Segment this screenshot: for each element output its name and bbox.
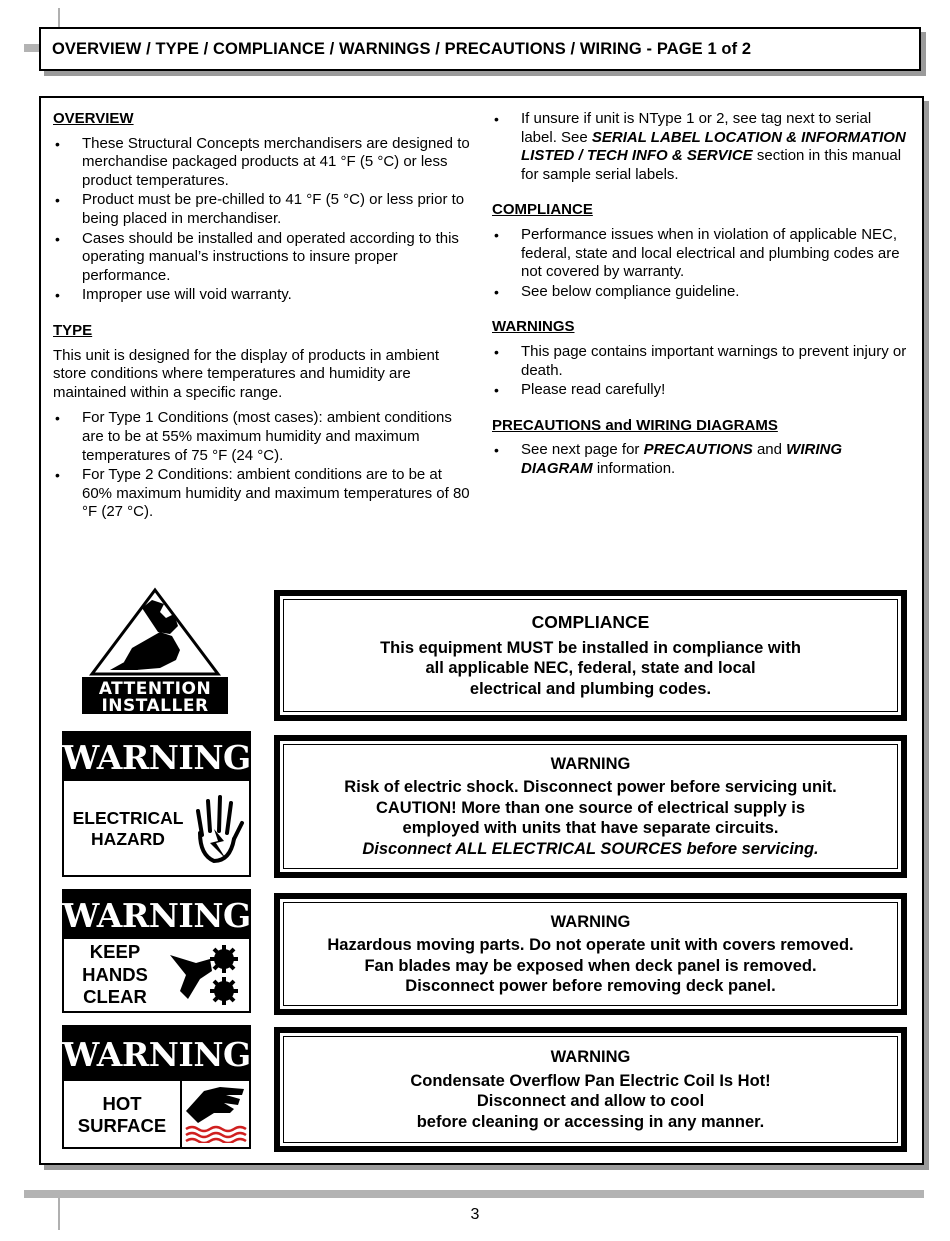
spacer xyxy=(492,185,910,201)
sign-divider xyxy=(180,1081,182,1147)
precautions-reference: PRECAUTIONS xyxy=(643,441,753,459)
hot-surface-warning-notice xyxy=(274,1027,907,1152)
compliance-list xyxy=(492,226,910,301)
right-column xyxy=(492,110,910,480)
clear-label: CLEAR xyxy=(83,986,147,1007)
notice-line: Fan blades may be exposed when deck panel is removed. xyxy=(364,956,817,975)
precautions-list xyxy=(492,441,910,478)
list-item: • Cases should be installed and operated according to this operating manual’s instructions to insure proper performance. xyxy=(53,230,473,286)
list-item: • These Structural Concepts merchandisers are designed to merchandise packaged products at 41 °F (5 °C) or less product temperatures. xyxy=(53,135,473,191)
notice-line-italic: Disconnect ALL ELECTRICAL SOURCES before servicing. xyxy=(362,839,819,858)
compliance-heading: COMPLIANCE xyxy=(492,201,593,219)
notice-line: employed with units that have separate circuits. xyxy=(402,819,779,838)
electrical-hazard-sign xyxy=(62,731,251,877)
keep-hands-clear-sign xyxy=(62,889,251,1013)
spacer xyxy=(492,302,910,318)
hot-surface-warning-title: WARNING xyxy=(550,1048,631,1066)
list-item: • Please read carefully! xyxy=(492,381,910,400)
page-top-rule xyxy=(24,44,40,52)
overview-list xyxy=(53,135,473,305)
sign-body xyxy=(64,781,249,875)
attention-label: ATTENTION xyxy=(98,679,212,699)
compliance-notice-title: COMPLIANCE xyxy=(531,612,650,632)
page-number: 3 xyxy=(470,1206,480,1223)
sign-body xyxy=(64,939,249,1011)
warnings-list xyxy=(492,343,910,400)
sign-warning-label: WARNING xyxy=(64,891,249,939)
ntype-text-end: section in this manual for sample serial labels. xyxy=(521,147,902,183)
list-item: • Performance issues when in violation of applicable NEC, federal, state and local electrical and plumbing codes are not covered by warranty. xyxy=(492,226,910,282)
warnings-heading: WARNINGS xyxy=(492,318,575,336)
hands-label: HANDS xyxy=(82,963,148,985)
notice-line: Risk of electric shock. Disconnect power before servicing unit. xyxy=(344,778,837,797)
hazard-label: HAZARD xyxy=(91,829,165,849)
wiring-diagram-reference: WIRING DIAGRAM xyxy=(521,441,842,477)
type-list xyxy=(53,409,473,522)
list-item: • For Type 1 Conditions (most cases): ambient conditions are to be at 55% maximum humidity and maximum temperatures of 75 °F (24 °C). xyxy=(53,409,473,465)
notice-line: all applicable NEC, federal, state and local xyxy=(425,659,756,677)
type-intro: This unit is designed for the display of products in ambient store conditions where temperatures and humidity are maintained within a specific range. xyxy=(53,346,440,401)
hot-label: HOT xyxy=(102,1093,142,1114)
overview-heading: OVERVIEW xyxy=(53,110,134,127)
ntype-list xyxy=(492,110,910,184)
ntype-text: If unsure if unit is NType 1 or 2, see tag next to serial label. See xyxy=(521,110,872,146)
precautions-text: See next page for xyxy=(521,441,644,459)
electrical-warning-body xyxy=(283,744,898,869)
precautions-text-end: information. xyxy=(592,459,676,477)
notice-line: electrical and plumbing codes. xyxy=(469,679,712,698)
list-item xyxy=(492,110,910,184)
page-header xyxy=(39,27,921,71)
electrical-label: ELECTRICAL xyxy=(72,808,184,828)
moving-parts-warning-notice xyxy=(274,893,907,1015)
sign-warning-label: WARNING xyxy=(64,1027,249,1081)
installer-label: INSTALLER xyxy=(101,696,209,716)
list-item: • Product must be pre-chilled to 41 °F (5 °C) or less prior to being placed in merchandiser. xyxy=(53,191,473,228)
precautions-text-and: and xyxy=(752,441,787,459)
notice-line: Disconnect and allow to cool xyxy=(476,1092,705,1110)
sign-body xyxy=(64,1081,249,1147)
moving-parts-warning-body xyxy=(283,902,898,1006)
page-bottom-rule xyxy=(24,1190,924,1198)
hot-surface-sign xyxy=(62,1025,251,1149)
notice-line: Condensate Overflow Pan Electric Coil Is Hot! xyxy=(410,1071,771,1090)
sign-warning-label: WARNING xyxy=(64,733,249,781)
notice-line: This equipment MUST be installed in compliance with xyxy=(380,638,801,657)
list-item: • See below compliance guideline. xyxy=(492,283,910,302)
spacer xyxy=(492,401,910,417)
electrical-warning-notice xyxy=(274,735,907,878)
attention-installer-icon xyxy=(80,586,230,716)
list-item xyxy=(492,441,910,478)
electrical-warning-title: WARNING xyxy=(550,754,631,773)
notice-line: Hazardous moving parts. Do not operate unit with covers removed. xyxy=(327,936,854,954)
gear-hand-icon xyxy=(166,943,246,1007)
left-column xyxy=(53,110,473,523)
list-item: • This page contains important warnings to prevent injury or death. xyxy=(492,343,910,380)
compliance-notice-body xyxy=(283,599,898,712)
surface-label: SURFACE xyxy=(77,1115,167,1136)
page-header-title: OVERVIEW / TYPE / COMPLIANCE / WARNINGS / PRECAUTIONS / WIRING - PAGE 1 of 2 xyxy=(52,39,752,58)
list-item: • For Type 2 Conditions: ambient conditions are to be at 60% maximum humidity and maximum temperatures of 80 °F (27 °C). xyxy=(53,466,473,522)
compliance-notice xyxy=(274,590,907,721)
notice-line: CAUTION! More than one source of electrical supply is xyxy=(375,798,806,817)
moving-parts-warning-title: WARNING xyxy=(550,912,631,931)
content-box xyxy=(39,96,924,1165)
keep-label: KEEP xyxy=(89,941,141,962)
precautions-heading: PRECAUTIONS and WIRING DIAGRAMS xyxy=(492,416,778,434)
hot-surface-hand-icon xyxy=(184,1083,248,1143)
notice-line: before cleaning or accessing in any manner. xyxy=(416,1112,765,1131)
type-heading: TYPE xyxy=(53,321,93,339)
spacer xyxy=(53,306,473,322)
hot-surface-warning-body xyxy=(283,1036,898,1143)
serial-label-reference: SERIAL LABEL LOCATION & INFORMATION LISTED / TECH INFO & SERVICE xyxy=(521,128,906,165)
electric-shock-hand-icon xyxy=(192,789,246,869)
notice-line: Disconnect power before removing deck panel. xyxy=(405,977,776,995)
list-item: • Improper use will void warranty. xyxy=(53,286,473,305)
